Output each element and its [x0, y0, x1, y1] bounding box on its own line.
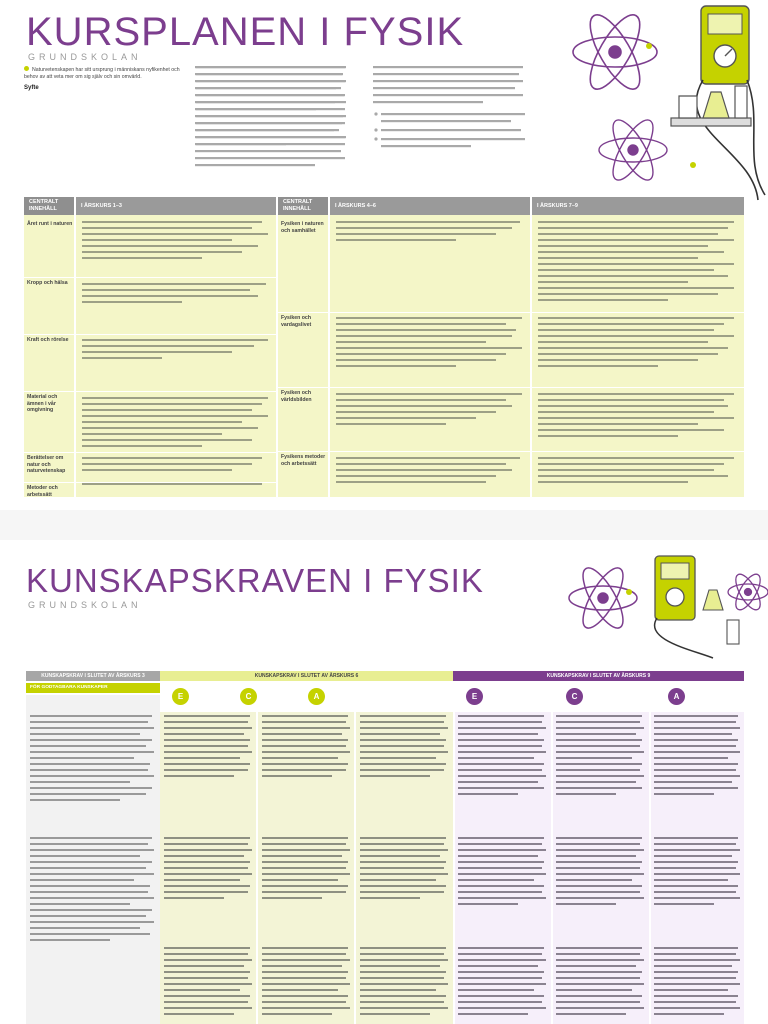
atom-icon: [599, 115, 667, 186]
chemistry-glassware-icon: [671, 86, 751, 168]
table-row-label: Kropp och hälsa: [27, 280, 68, 286]
column-header-category: CENTRALT INNEHÅLL: [278, 197, 328, 215]
band-year-6: KUNSKAPSKRAV I SLUTET AV ÅRSKURS 6: [160, 671, 453, 681]
column-header-category: CENTRALT INNEHÅLL: [24, 197, 74, 215]
cell-text-y1-3: [82, 221, 272, 491]
page-divider: [0, 510, 768, 540]
requirements-text: [30, 715, 750, 1020]
curriculum-poster: [0, 0, 768, 510]
grade-a-year-6: A: [308, 688, 325, 705]
column-header-y4-6: I ÅRSKURS 4–6: [330, 197, 530, 215]
table-row-label: Fysiken och vardagslivet: [281, 315, 312, 328]
table-row-label: Metoder och arbetssätt: [27, 485, 58, 498]
knowledge-requirements-poster: [0, 540, 768, 1024]
table-row-label: Kraft och rörelse: [27, 337, 69, 343]
table-row-label: Fysikens metoder och arbetssätt: [281, 454, 326, 467]
sub-band-acceptable: FÖR GODTAGBARA KUNSKAPER: [26, 683, 160, 693]
grade-c-year-9: C: [566, 688, 583, 705]
science-illustration: [553, 0, 768, 205]
atom-icon: [728, 571, 768, 614]
table-row-label: Fysiken och världsbilden: [281, 390, 312, 403]
cell-text-y7-9: [538, 221, 740, 491]
table-row-label: Fysiken i naturen och samhället: [281, 221, 324, 234]
bullet-icon: [24, 66, 29, 71]
grade-e-year-6: E: [172, 688, 189, 705]
body-text-block: [195, 66, 535, 178]
intro-paragraph: Naturvetenskapen har sitt ursprung i människans nyfikenhet och behov av att veta mer om sig själv och sin omvärld.: [24, 67, 180, 80]
column-header-y7-9: I ÅRSKURS 7–9: [532, 197, 744, 215]
grade-a-year-9: A: [668, 688, 685, 705]
grade-e-year-9: E: [466, 688, 483, 705]
band-year-3: KUNSKAPSKRAV I SLUTET AV ÅRSKURS 3: [26, 671, 160, 681]
table-row-label: Material och ämnen i vår omgivning: [27, 394, 58, 413]
science-illustration: [543, 550, 768, 660]
atom-icon: [569, 563, 637, 634]
grade-c-year-6: C: [240, 688, 257, 705]
column-header-y1-3: I ÅRSKURS 1–3: [76, 197, 276, 215]
page-title: KUNSKAPSKRAVEN I FYSIK: [26, 562, 484, 599]
curriculum-table: [24, 197, 744, 497]
section-heading: Syfte: [24, 85, 39, 91]
page-subtitle: GRUNDSKOLAN: [28, 52, 142, 62]
atom-icon: [573, 8, 657, 96]
multimeter-icon: [696, 6, 765, 200]
cell-text-y4-6: [336, 221, 526, 491]
table-row-label: Året runt i naturen: [27, 221, 73, 227]
page-subtitle: GRUNDSKOLAN: [28, 600, 142, 610]
table-row-label: Berättelser om natur och naturvetenskap: [27, 455, 66, 474]
band-year-9: KUNSKAPSKRAV I SLUTET AV ÅRSKURS 9: [453, 671, 744, 681]
page-title: KURSPLANEN I FYSIK: [26, 10, 465, 54]
